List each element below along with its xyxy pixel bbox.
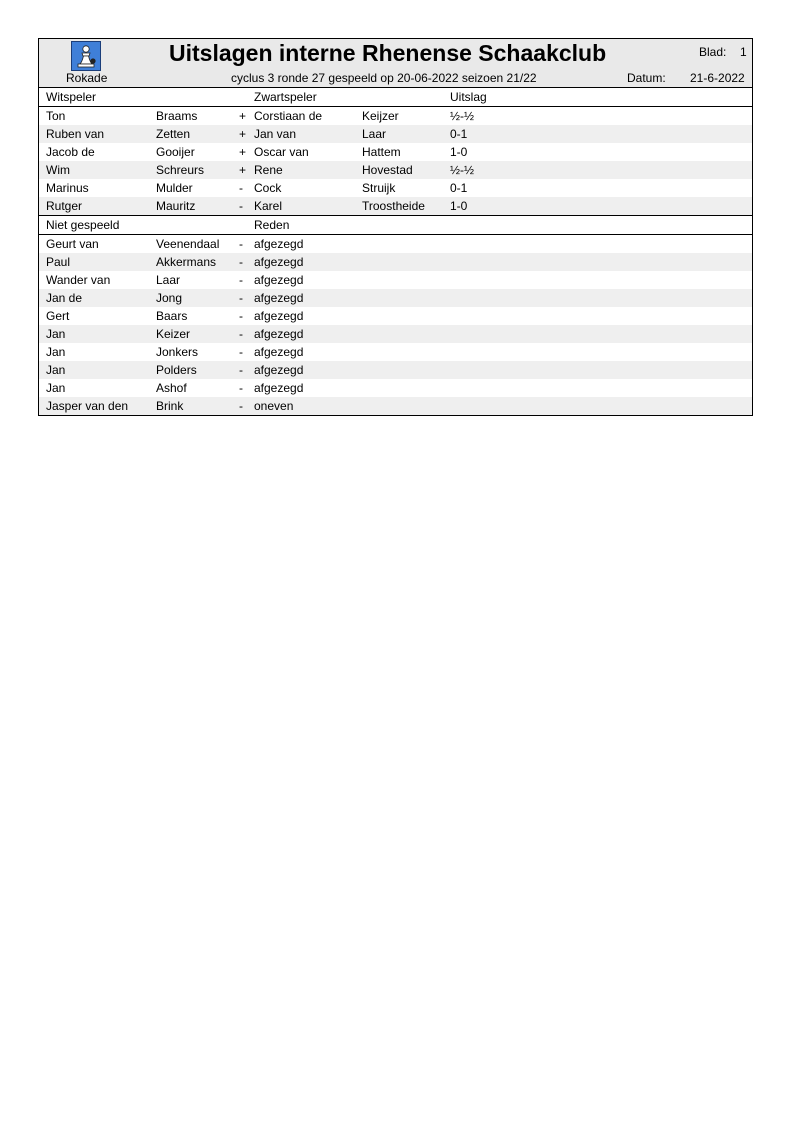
black-first-name: Karel [254,199,283,213]
date-value: 21-6-2022 [690,71,745,85]
page-number-value: 1 [740,45,747,59]
sign-cell: - [239,273,243,287]
table-row [39,179,752,197]
player-first-name: Jan de [46,291,83,305]
black-last-name: Hattem [362,145,401,159]
player-last-name: Ashof [156,381,187,395]
white-first-name: Jacob de [46,145,95,159]
player-last-name: Laar [156,273,181,287]
page-number-label: Blad: [699,45,727,59]
player-first-name: Wander van [46,273,111,287]
player-last-name: Jong [156,291,183,305]
player-first-name: Gert [46,309,70,323]
player-first-name: Paul [46,255,71,269]
player-first-name: Jan [46,345,66,359]
table-row [39,143,752,161]
sign-cell: - [239,237,243,251]
table-row [39,253,752,271]
reason-cell: afgezegd [254,291,304,305]
white-first-name: Rutger [46,199,83,213]
black-first-name: Jan van [254,127,297,141]
sign-cell: + [239,145,247,159]
result-cell: 1-0 [450,199,468,213]
table-row [39,307,752,325]
result-cell: 0-1 [450,181,468,195]
white-first-name: Ton [46,109,66,123]
black-last-name: Troostheide [362,199,425,213]
not-played-table [39,235,752,415]
white-last-name: Mauritz [156,199,196,213]
reason-cell: afgezegd [254,255,304,269]
date-label: Datum: [627,71,666,85]
reason-cell: afgezegd [254,327,304,341]
table-row [39,125,752,143]
player-last-name: Veenendaal [156,237,220,251]
not-played-header [39,215,752,235]
player-last-name: Akkermans [156,255,217,269]
reason-cell: afgezegd [254,363,304,377]
not-played-player-header: Niet gespeeld [46,218,120,232]
white-last-name: Zetten [156,127,191,141]
sign-cell: - [239,309,243,323]
white-last-name: Braams [156,109,198,123]
reason-cell: afgezegd [254,345,304,359]
sign-cell: - [239,181,243,195]
black-last-name: Hovestad [362,163,413,177]
sign-cell: - [239,199,243,213]
black-last-name: Struijk [362,181,396,195]
sign-cell: - [239,363,243,377]
results-sheet [38,38,753,416]
black-first-name: Rene [254,163,283,177]
table-row [39,361,752,379]
player-first-name: Jan [46,381,66,395]
sign-cell: + [239,127,247,141]
result-cell: ½-½ [450,163,475,177]
black-first-name: Oscar van [254,145,309,159]
table-row [39,107,752,125]
player-last-name: Keizer [156,327,191,341]
player-first-name: Jan [46,363,66,377]
results-column-header [39,88,752,107]
sign-cell: - [239,255,243,269]
player-last-name: Baars [156,309,188,323]
black-last-name: Laar [362,127,387,141]
result-cell: 1-0 [450,145,468,159]
result-cell: 0-1 [450,127,468,141]
white-last-name: Schreurs [156,163,205,177]
table-row [39,271,752,289]
table-row [39,161,752,179]
chess-pawn-icon [71,41,101,71]
white-first-name: Ruben van [46,127,105,141]
reason-header: Reden [254,218,290,232]
black-first-name: Corstiaan de [254,109,323,123]
result-header: Uitslag [450,90,487,104]
result-cell: ½-½ [450,109,475,123]
sign-cell: - [239,291,243,305]
sign-cell: - [239,381,243,395]
sign-cell: - [239,345,243,359]
white-first-name: Marinus [46,181,89,195]
reason-cell: afgezegd [254,381,304,395]
sign-cell: + [239,163,247,177]
reason-cell: afgezegd [254,237,304,251]
black-player-header: Zwartspeler [254,90,317,104]
white-last-name: Gooijer [156,145,195,159]
table-row [39,379,752,397]
sign-cell: - [239,399,243,413]
table-row [39,235,752,253]
table-row [39,325,752,343]
black-first-name: Cock [254,181,282,195]
black-last-name: Keijzer [362,109,399,123]
sheet-header [39,39,752,88]
table-row [39,397,752,415]
player-last-name: Polders [156,363,197,377]
logo-label: Rokade [66,71,108,85]
player-first-name: Jan [46,327,66,341]
player-last-name: Brink [156,399,184,413]
white-last-name: Mulder [156,181,193,195]
player-first-name: Jasper van den [46,399,129,413]
table-row [39,197,752,215]
sign-cell: + [239,109,247,123]
round-subtitle: cyclus 3 ronde 27 gespeeld op 20-06-2022 seizoen 21/22 [231,71,537,85]
reason-cell: oneven [254,399,294,413]
sign-cell: - [239,327,243,341]
white-first-name: Wim [46,163,70,177]
reason-cell: afgezegd [254,273,304,287]
page-title: Uitslagen interne Rhenense Schaakclub [169,40,607,66]
white-player-header: Witspeler [46,90,97,104]
reason-cell: afgezegd [254,309,304,323]
table-row [39,343,752,361]
player-last-name: Jonkers [156,345,199,359]
results-table [39,107,752,215]
table-row [39,289,752,307]
player-first-name: Geurt van [46,237,99,251]
